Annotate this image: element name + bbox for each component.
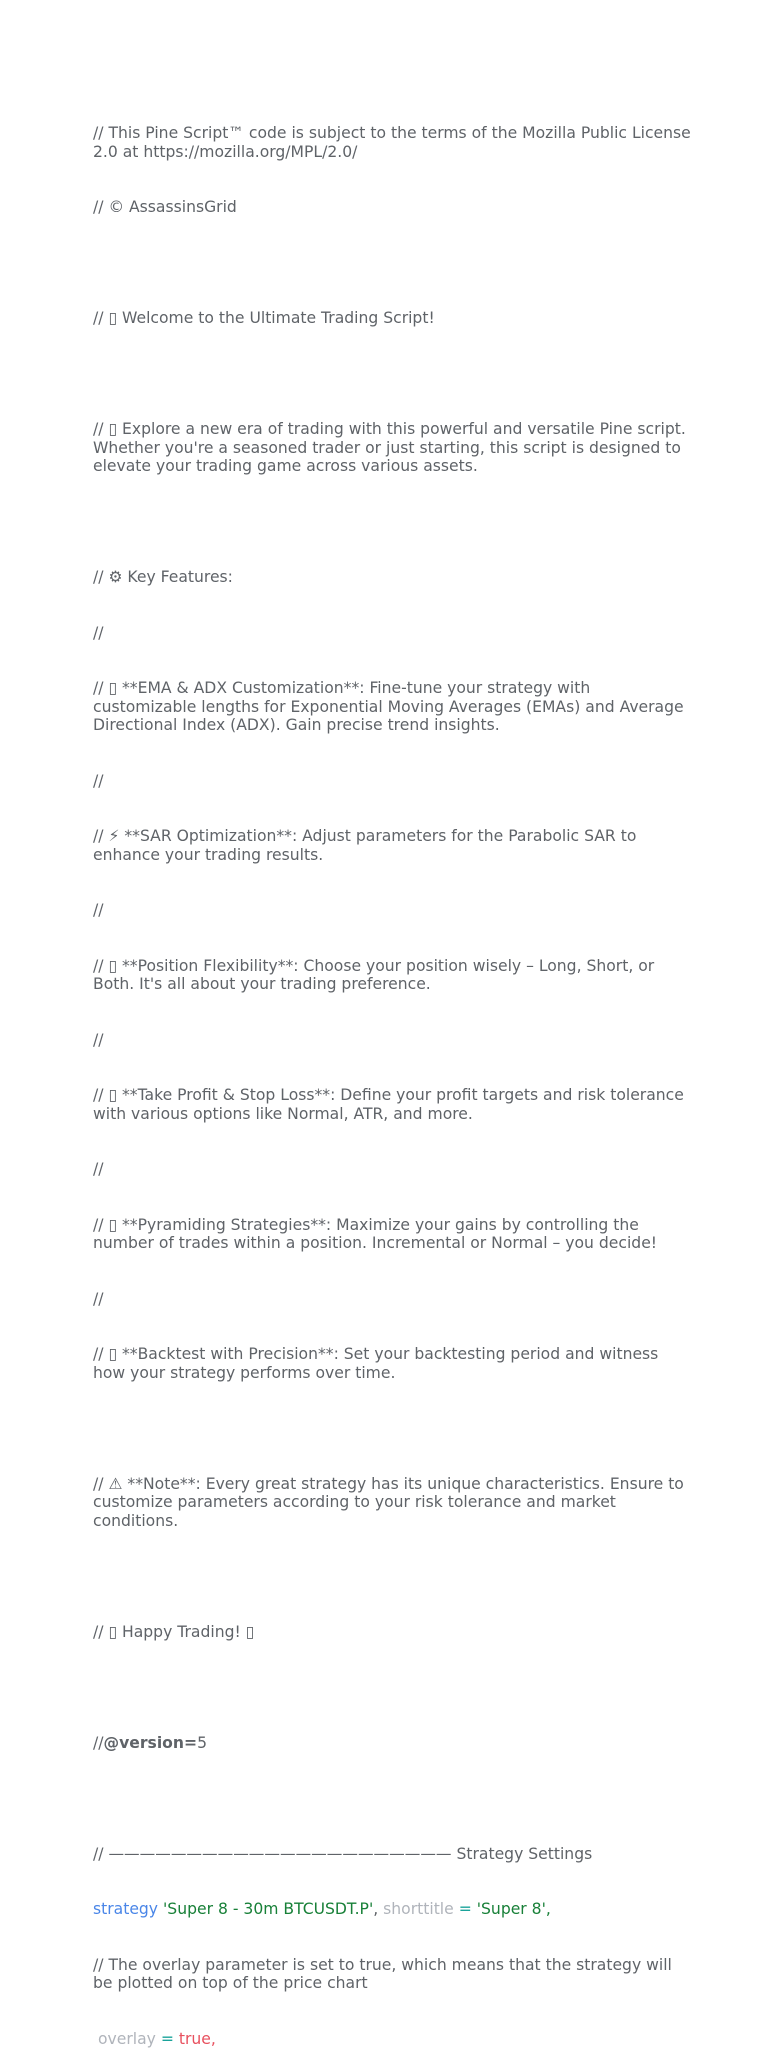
strategy-title-string: 'Super 8 - 30m BTCUSDT.P' bbox=[163, 1900, 373, 1918]
blank-line bbox=[93, 1419, 693, 1438]
feature-tp-sl: // ▯ **Take Profit & Stop Loss**: Define your profit targets and risk tolerance with various options like Normal, ATR, and more. bbox=[93, 1086, 693, 1123]
note-comment: // ⚠ **Note**: Every great strategy has its unique characteristics. Ensure to customize parameters according to your risk tolerance and market conditions. bbox=[93, 1475, 693, 1531]
license-comment: // This Pine Script™ code is subject to the terms of the Mozilla Public License 2.0 at https://mozilla.org/MPL/2.0/ bbox=[93, 124, 693, 161]
comma: , bbox=[211, 2030, 216, 2048]
overlay-line bbox=[93, 2030, 693, 2048]
author-comment: // © AssassinsGrid bbox=[93, 198, 693, 217]
version-prefix: // bbox=[93, 1734, 104, 1752]
feature-ema-adx: // ▯ **EMA & ADX Customization**: Fine-tune your strategy with customizable lengths for Exponential Moving Averages (EMAs) and Average Directional Index (ADX). Gain precise trend insights. bbox=[93, 679, 693, 735]
comma: , bbox=[546, 1900, 551, 1918]
welcome-comment: // ▯ Welcome to the Ultimate Trading Script! bbox=[93, 309, 693, 328]
blank-line bbox=[93, 254, 693, 273]
comment-separator: // bbox=[93, 901, 693, 920]
blank-line bbox=[93, 1789, 693, 1808]
strategy-call-line bbox=[93, 1900, 693, 1919]
blank-line bbox=[93, 1567, 693, 1586]
features-heading: // ⚙ Key Features: bbox=[93, 568, 693, 587]
strategy-keyword: strategy bbox=[93, 1900, 158, 1918]
happy-trading-comment: // ▯ Happy Trading! ▯ bbox=[93, 1623, 693, 1642]
overlay-value: true bbox=[179, 2030, 211, 2048]
comment-separator: // bbox=[93, 1290, 693, 1309]
version-value: 5 bbox=[197, 1734, 207, 1752]
feature-pyramiding: // ▯ **Pyramiding Strategies**: Maximize your gains by controlling the number of trades within a position. Incremental or Normal – you decide! bbox=[93, 1216, 693, 1253]
code-document bbox=[93, 87, 693, 2048]
shorttitle-string: 'Super 8' bbox=[477, 1900, 546, 1918]
settings-section-header: // —————————————————————— Strategy Settings bbox=[93, 1845, 693, 1864]
feature-position: // ▯ **Position Flexibility**: Choose your position wisely – Long, Short, or Both. It's all about your trading preference. bbox=[93, 957, 693, 994]
feature-backtest: // ▯ **Backtest with Precision**: Set your backtesting period and witness how your strategy performs over time. bbox=[93, 1345, 693, 1382]
shorttitle-param: shorttitle bbox=[383, 1900, 454, 1918]
comment-separator: // bbox=[93, 624, 693, 643]
feature-sar: // ⚡ **SAR Optimization**: Adjust parameters for the Parabolic SAR to enhance your trading results. bbox=[93, 827, 693, 864]
blank-line bbox=[93, 365, 693, 384]
comment-separator: // bbox=[93, 1031, 693, 1050]
overlay-param: overlay bbox=[98, 2030, 156, 2048]
overlay-comment: // The overlay parameter is set to true, which means that the strategy will be plotted on top of the price chart bbox=[93, 1956, 693, 1993]
blank-line bbox=[93, 1678, 693, 1697]
assign-operator: = bbox=[459, 1900, 472, 1918]
comment-separator: // bbox=[93, 772, 693, 791]
comment-separator: // bbox=[93, 1160, 693, 1179]
blank-line bbox=[93, 513, 693, 532]
explore-comment: // ▯ Explore a new era of trading with this powerful and versatile Pine script. Whether you're a seasoned trader or just starting, this script is designed to elevate your trading game across various assets. bbox=[93, 420, 693, 476]
version-label: @version= bbox=[104, 1734, 198, 1752]
version-directive bbox=[93, 1734, 693, 1753]
comma: , bbox=[373, 1900, 378, 1918]
assign-operator: = bbox=[161, 2030, 174, 2048]
